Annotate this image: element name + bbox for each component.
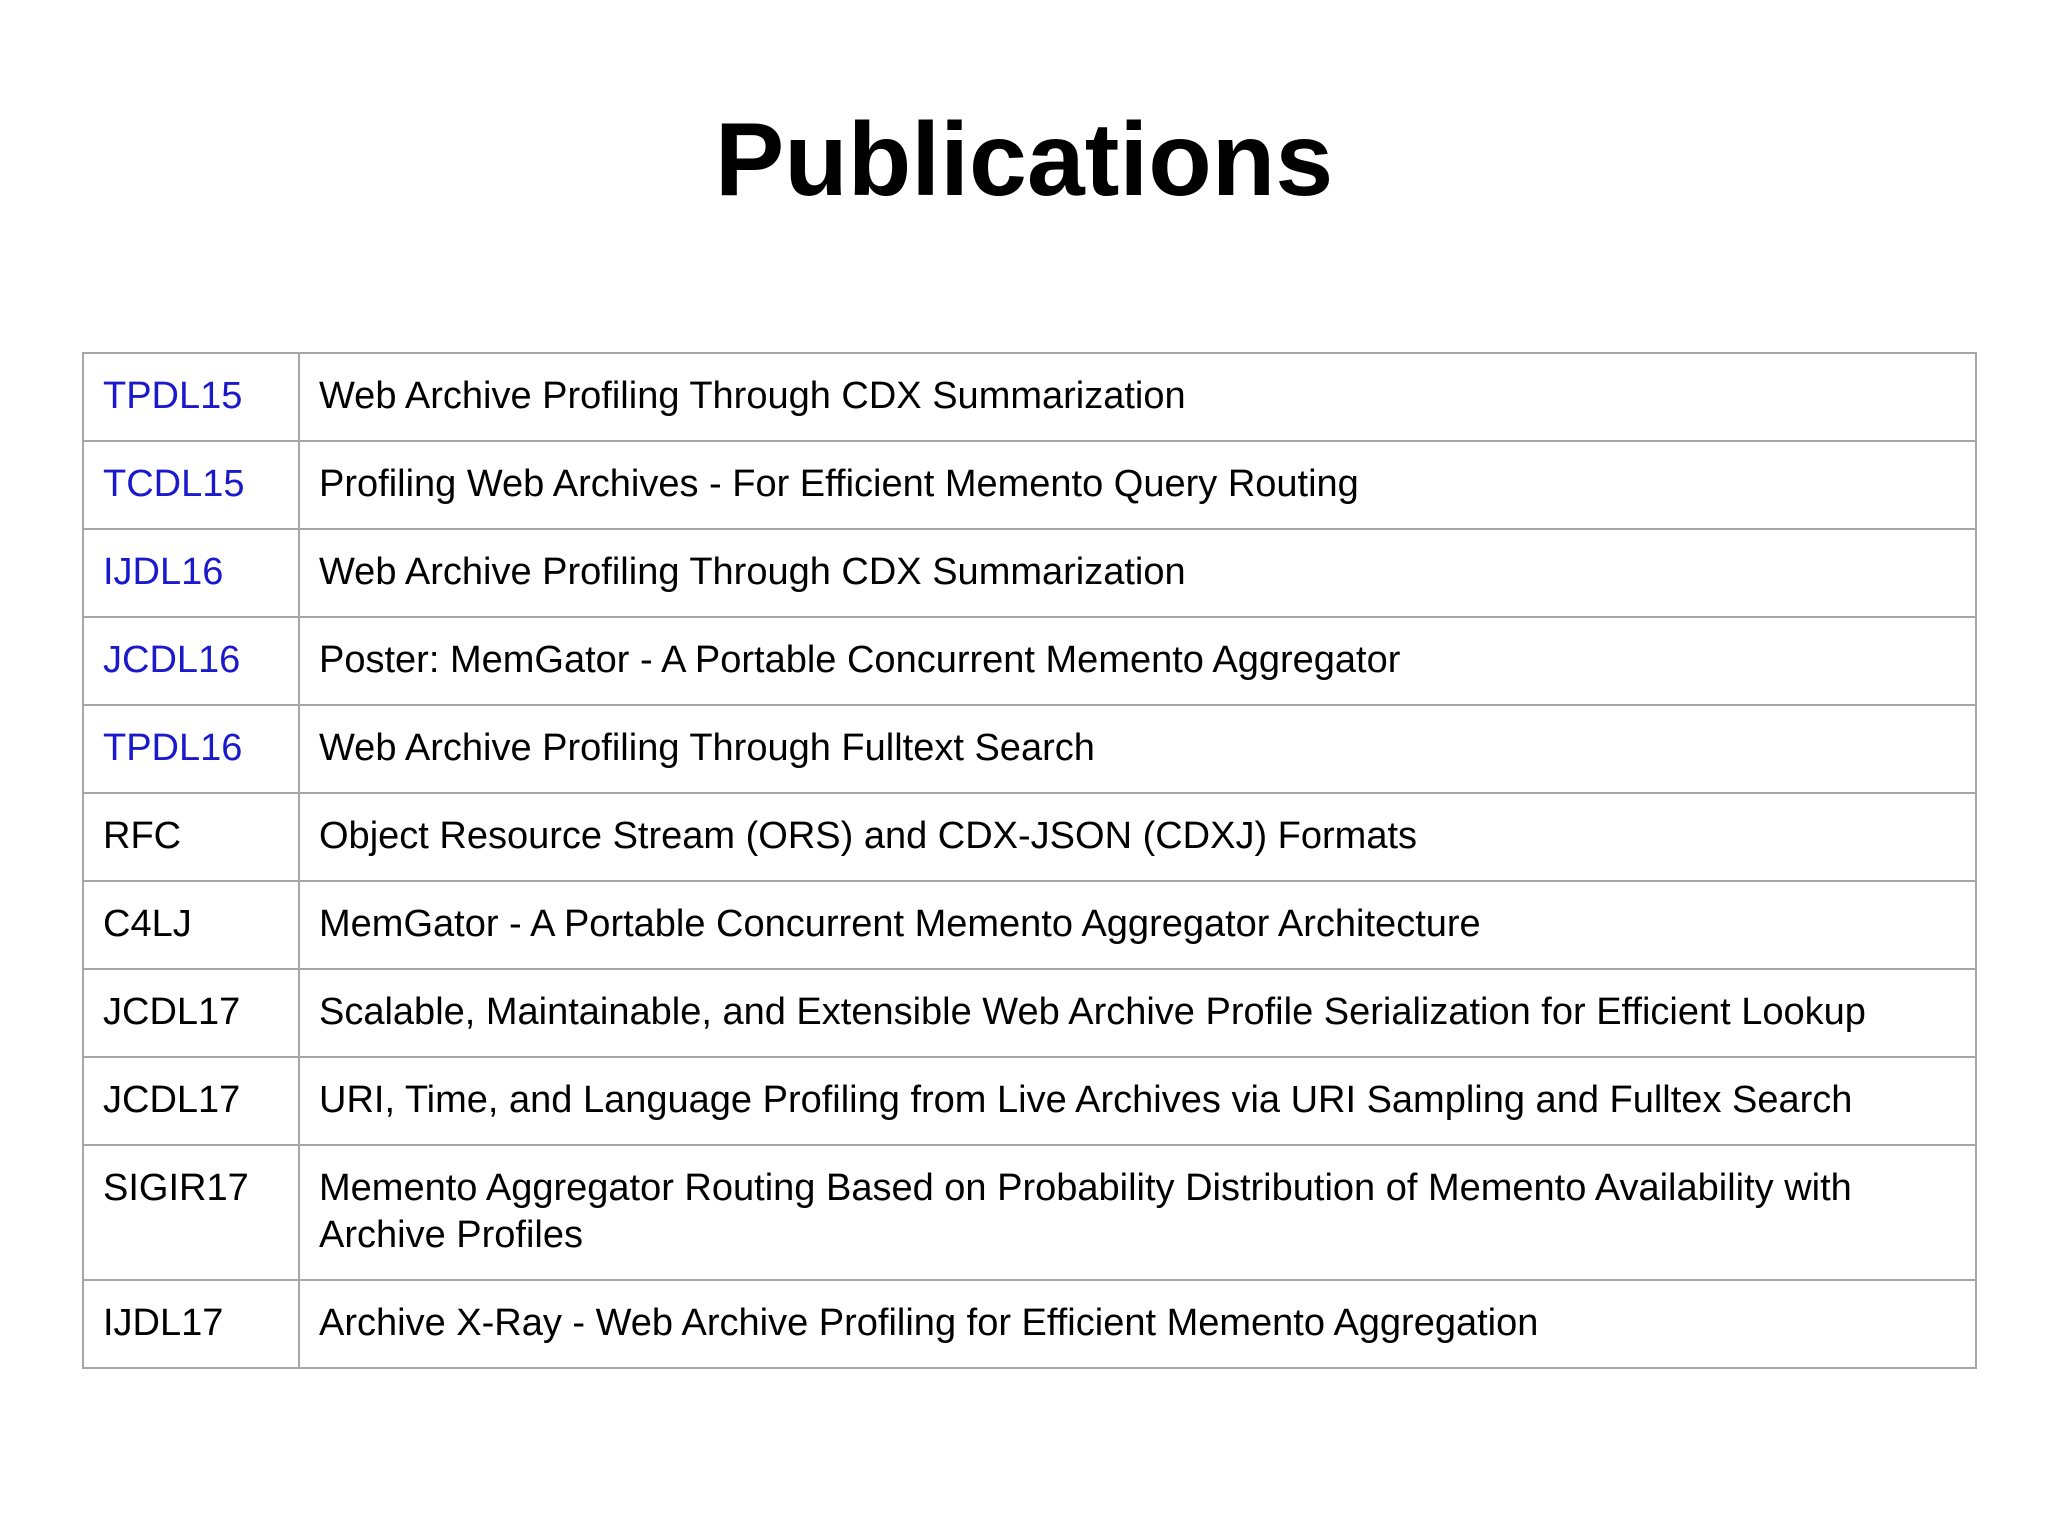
table-row [83, 441, 1976, 529]
page-title: Publications [714, 102, 1334, 218]
table-row [83, 1145, 1976, 1280]
publication-title: Object Resource Stream (ORS) and CDX-JSON (CDXJ) Formats [299, 793, 1976, 881]
publication-title: Memento Aggregator Routing Based on Probability Distribution of Memento Availability with Archive Profiles [299, 1145, 1976, 1280]
publication-title: Profiling Web Archives - For Efficient Memento Query Routing [299, 441, 1976, 529]
venue-label: RFC [83, 793, 299, 881]
venue-link[interactable]: TCDL15 [83, 441, 299, 529]
publication-title: MemGator - A Portable Concurrent Memento Aggregator Architecture [299, 881, 1976, 969]
table-row [83, 1280, 1976, 1368]
publication-title: Poster: MemGator - A Portable Concurrent Memento Aggregator [299, 617, 1976, 705]
table-row [83, 1057, 1976, 1145]
publication-title: Web Archive Profiling Through CDX Summarization [299, 353, 1976, 441]
table-row [83, 353, 1976, 441]
publication-title: Web Archive Profiling Through CDX Summarization [299, 529, 1976, 617]
table-row [83, 617, 1976, 705]
publication-title: Scalable, Maintainable, and Extensible Web Archive Profile Serialization for Efficient Lookup [299, 969, 1976, 1057]
venue-link[interactable]: TPDL16 [83, 705, 299, 793]
venue-label: JCDL17 [83, 1057, 299, 1145]
publications-table [82, 352, 1977, 1369]
table-row [83, 881, 1976, 969]
venue-label: JCDL17 [83, 969, 299, 1057]
venue-label: C4LJ [83, 881, 299, 969]
publication-title: Archive X-Ray - Web Archive Profiling for Efficient Memento Aggregation [299, 1280, 1976, 1368]
table-row [83, 793, 1976, 881]
venue-link[interactable]: TPDL15 [83, 353, 299, 441]
venue-link[interactable]: JCDL16 [83, 617, 299, 705]
table-row [83, 705, 1976, 793]
publication-title: URI, Time, and Language Profiling from Live Archives via URI Sampling and Fulltex Search [299, 1057, 1976, 1145]
publication-title: Web Archive Profiling Through Fulltext Search [299, 705, 1976, 793]
venue-label: SIGIR17 [83, 1145, 299, 1280]
venue-link[interactable]: IJDL16 [83, 529, 299, 617]
table-row [83, 969, 1976, 1057]
venue-label: IJDL17 [83, 1280, 299, 1368]
table-row [83, 529, 1976, 617]
